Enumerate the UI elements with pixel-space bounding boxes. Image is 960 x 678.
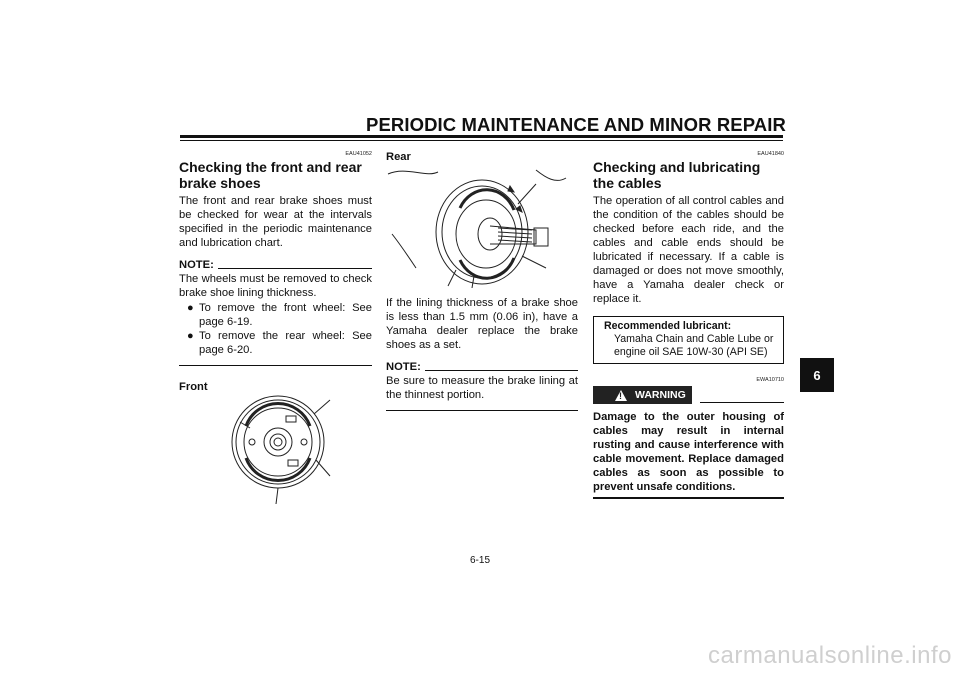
note-header (179, 258, 372, 272)
note-end-rule (386, 410, 578, 411)
warning-triangle-icon: ! (615, 390, 627, 401)
header-rule (180, 135, 783, 138)
section-code: EAU41840 (757, 151, 784, 157)
section-code: EAU41052 (345, 151, 372, 157)
note-item-text: To remove the front wheel: See page 6-19. (199, 302, 372, 328)
rear-brake-illustration (386, 164, 578, 288)
warning-end-rule (593, 497, 784, 499)
lubricant-line: Yamaha Chain and Cable Lube or (614, 333, 774, 345)
page-number: 6-15 (469, 555, 490, 566)
warning-header (593, 386, 784, 404)
front-brake-illustration (226, 382, 332, 506)
section-body-cables: The operation of all control cables and the condition of the cables should be checked before each ride, and the cables and cable ends should be lubricated if necessary. If a cable is damaged or does not move smoothly, have a Yamaha dealer check or replace it. (593, 195, 784, 305)
column-left (179, 150, 372, 394)
warning-label: WARNING (635, 389, 686, 401)
figure-label-front: Front (179, 381, 208, 393)
warning-text: Damage to the outer housing of cables may result in internal rusting and cause interference with cable movement. Replace damaged cables as soon as possible to prevent unsafe conditions. (593, 411, 784, 493)
chapter-tab: 6 (800, 358, 834, 392)
note-text: Be sure to measure the brake lining at the thinnest portion. (386, 375, 578, 401)
note-rule (425, 370, 578, 371)
header-rule-thin (180, 140, 783, 141)
figure-label-rear: Rear (386, 151, 411, 163)
note-list (179, 301, 372, 357)
warning-code: EWA10710 (756, 377, 784, 383)
note-header (386, 360, 578, 374)
warning-rule (700, 402, 784, 403)
note-list-item (179, 301, 372, 329)
lubricant-title: Recommended lubricant: (604, 320, 732, 332)
bullet-icon: ● (187, 330, 194, 342)
column-middle (386, 150, 578, 164)
note-rule (218, 268, 372, 269)
lubricant-line: engine oil SAE 10W-30 (API SE) (614, 346, 768, 358)
section-heading-brake-shoes: Checking the front and rear brake shoes (179, 159, 362, 191)
section-body-lining: If the lining thickness of a brake shoe is less than 1.5 mm (0.06 in), have a Yamaha dealer replace the brake shoes as a set. (386, 297, 578, 351)
note-text: The wheels must be removed to check brake shoe lining thickness. (179, 273, 372, 299)
section-heading-cables: Checking and lubricating the cables (593, 159, 761, 191)
note-end-rule (179, 365, 372, 366)
note-item-text: To remove the rear wheel: See page 6-20. (199, 330, 372, 356)
column-right (593, 150, 784, 499)
warning-badge (593, 386, 692, 404)
section-body-brake-shoes: The front and rear brake shoes must be checked for wear at the intervals specified in the periodic maintenance and lubrication chart. (179, 195, 372, 249)
note-label: NOTE: (386, 361, 421, 373)
watermark: carmanualsonline.info (708, 642, 952, 669)
bullet-icon: ● (187, 302, 194, 314)
page-header-title: PERIODIC MAINTENANCE AND MINOR REPAIR (366, 114, 786, 135)
note-label: NOTE: (179, 259, 214, 271)
note-list-item (179, 329, 372, 357)
column-middle-lower (386, 296, 578, 411)
recommended-lubricant-box (593, 316, 784, 364)
